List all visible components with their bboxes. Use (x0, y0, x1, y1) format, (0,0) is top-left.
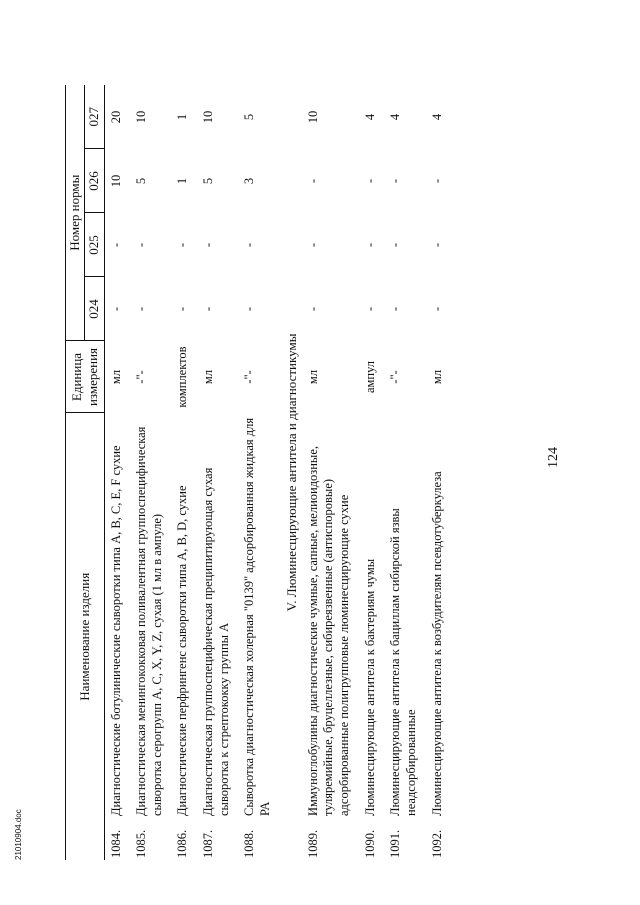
row-name: Иммуноглобулины диагностические чумные, сапные, мелиоидозные, туляремийные, бруцеллезные, сибиреязвенные (антиспоровые) адсорбированные полигрупповые люминесцирующие сухие (305, 445, 351, 816)
header-norm-group: Номер нормы (66, 85, 85, 341)
row-number: 1090. (362, 829, 377, 858)
row-unit: ампул (362, 360, 377, 394)
row-unit: мл (305, 369, 320, 385)
row-number: 1084. (108, 829, 123, 858)
row-name: Диагностические ботулинические сыворотки типа A, B, C, E, F сухие (108, 445, 123, 816)
row-number: 1092. (429, 829, 444, 858)
table-row (426, 85, 452, 860)
row-value-026: - (305, 178, 320, 184)
row-unit: мл (108, 369, 123, 385)
row-value-025: - (362, 242, 377, 248)
header-unit-line1: Единица (68, 352, 84, 402)
section-row (280, 85, 302, 860)
footer-filename: 21010904.doc (14, 809, 23, 860)
table-row (197, 85, 238, 860)
row-value-024: - (201, 306, 215, 312)
row-value-024: - (108, 306, 123, 312)
row-value-027: 10 (305, 110, 320, 124)
row-value-025: - (134, 242, 149, 248)
row-value-026: 5 (201, 177, 215, 185)
row-value-027: 4 (429, 113, 444, 121)
row-value-027: 10 (201, 110, 215, 124)
header-norm-027: 027 (85, 85, 104, 149)
row-value-026: - (429, 178, 444, 184)
row-value-024: - (175, 306, 190, 312)
row-unit: комплектов (175, 346, 190, 408)
row-name: Люминесцирующие антитела к возбудителям псевдотуберкулеза (429, 471, 444, 816)
row-number: 1086. (175, 829, 190, 858)
row-unit: -"- (388, 370, 403, 384)
row-value-027: 1 (175, 113, 190, 121)
row-value-025: - (175, 242, 190, 248)
header-norm-026: 026 (85, 149, 104, 213)
header-unit (66, 341, 105, 413)
row-value-025: - (201, 242, 215, 248)
row-value-025: - (242, 242, 257, 248)
row-value-027: 10 (134, 110, 149, 124)
section-title: V. Люминесцирующие антитела и диагностикумы (283, 333, 299, 612)
table-row (171, 85, 197, 860)
row-value-027: 20 (108, 110, 123, 124)
row-unit: -"- (242, 370, 257, 384)
row-value-025: - (108, 242, 123, 248)
table-row (130, 85, 171, 860)
row-value-026: - (362, 178, 377, 184)
row-value-026: 10 (108, 174, 123, 188)
table-row (238, 85, 279, 860)
row-value-024: - (134, 306, 149, 312)
row-value-026: - (388, 178, 403, 184)
row-name: Диагностическая менингококковая поливалентная группоспецифическая сыворотка серогрупп A, C, X, Y, Z, сухая (1 мл в ампуле) (134, 426, 164, 816)
row-unit: мл (429, 369, 444, 385)
row-name: Диагностическая группоспецифическая преципитирующая сухая сыворотка к стрептококку группы A (201, 467, 231, 816)
row-value-026: 1 (175, 177, 190, 185)
row-number: 1088. (242, 829, 257, 858)
row-value-026: 5 (134, 177, 149, 185)
row-value-027: 5 (242, 113, 257, 121)
row-name: Люминесцирующие антитела к бациллам сибирской язвы неадсорбированные (388, 508, 418, 816)
row-number: 1085. (134, 829, 149, 858)
row-value-024: - (305, 306, 320, 312)
row-value-025: - (305, 242, 320, 248)
header-unit-line2: измерения (84, 347, 100, 407)
row-value-024: - (242, 306, 257, 312)
row-value-025: - (388, 242, 403, 248)
row-number: 1087. (201, 829, 215, 858)
header-name: Наименование изделия (66, 413, 105, 860)
table-row (302, 85, 359, 860)
row-name: Сыворотка диагностическая холерная "0139" адсорбированная жидкая для РА (242, 417, 272, 816)
row-value-027: 4 (388, 113, 403, 121)
row-unit: мл (201, 369, 215, 385)
row-value-024: - (362, 306, 377, 312)
row-name: Люминесцирующие антитела к бактериям чумы (362, 558, 377, 816)
table-row (384, 85, 425, 860)
row-number: 1089. (305, 829, 320, 858)
header-norm-024: 024 (85, 277, 104, 341)
table-row (104, 85, 130, 860)
row-value-024: - (429, 306, 444, 312)
row-value-026: 3 (242, 177, 257, 185)
header-norm-025: 025 (85, 213, 104, 277)
norms-table (65, 85, 451, 860)
row-unit: -"- (134, 370, 149, 384)
row-value-024: - (388, 306, 403, 312)
page-number: 124 (546, 447, 561, 468)
row-value-025: - (429, 242, 444, 248)
row-name: Диагностические перфрингенс сыворотки типа A, B, D, сухие (175, 485, 190, 816)
row-value-027: 4 (362, 113, 377, 121)
table-row (359, 85, 385, 860)
row-number: 1091. (388, 829, 403, 858)
